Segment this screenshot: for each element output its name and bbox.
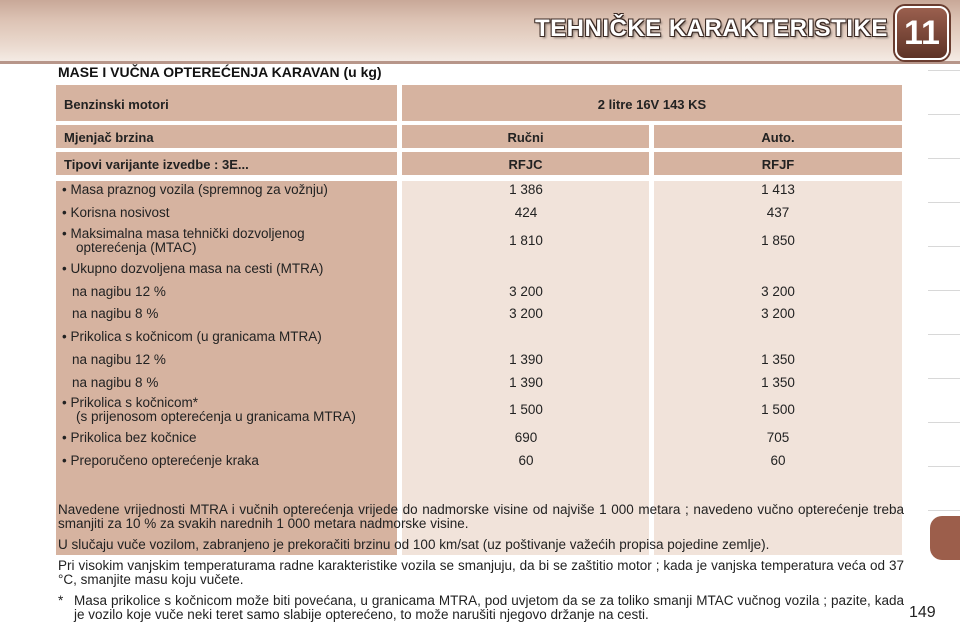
variant-col-cell (654, 152, 902, 175)
table-row-label: • Korisna nosivost (62, 205, 170, 220)
chapter-tab[interactable] (928, 422, 960, 467)
section-title: MASE I VUČNA OPTEREĆENJA KARAVAN (u kg) (58, 64, 382, 80)
gearbox-label-cell (56, 125, 397, 148)
table-row-label: • Prikolica s kočnicom* (62, 395, 199, 410)
gearbox-auto: Auto. (761, 130, 795, 145)
chapter-tab[interactable] (928, 290, 960, 335)
gearbox-label: Mjenjač brzina (64, 130, 154, 145)
notes-block (58, 503, 904, 629)
table-cell: 1 810 (509, 233, 543, 248)
chapter-tab[interactable] (928, 202, 960, 247)
chapter-tab[interactable] (928, 70, 960, 115)
chapter-tab[interactable] (928, 466, 960, 511)
variant-label-cell (56, 152, 397, 175)
engine-value-cell (402, 85, 902, 121)
engine-label-cell (56, 85, 397, 121)
table-cell: 705 (766, 430, 790, 445)
chapter-tab[interactable] (928, 246, 960, 291)
table-cell: 60 (770, 453, 786, 468)
table-cell: 1 350 (761, 375, 795, 390)
table-cell: 1 390 (509, 375, 543, 390)
engine-label: Benzinski motori (64, 97, 169, 112)
table-cell: 1 850 (761, 233, 795, 248)
note-footnote (58, 594, 904, 622)
engine-value: 2 litre 16V 143 KS (597, 97, 707, 112)
variant-rfjf: RFJF (761, 157, 795, 172)
note-temperature: Pri visokim vanjskim temperaturama radne karakteristike vozila se smanjuju, da bi se zaštitio motor ; kada je vanjska temperatura veća od 37 °C, smanjite masu koju vučete. (58, 558, 904, 587)
table-cell: 1 413 (761, 182, 795, 197)
gearbox-col-cell (654, 125, 902, 148)
table-row-label: • Ukupno dozvoljena masa na cesti (MTRA) (62, 261, 324, 276)
table-cell: 3 200 (509, 284, 543, 299)
table-cell: 437 (766, 205, 790, 220)
table-row-label: na nagibu 12 % (72, 352, 166, 367)
table-cell: 3 200 (509, 306, 543, 321)
chapter-tab[interactable] (928, 158, 960, 203)
table-cell: 424 (514, 205, 538, 220)
table-cell: 1 386 (509, 182, 543, 197)
variant-rfjc: RFJC (508, 157, 543, 172)
table-row-label: • Prikolica s kočnicom (u granicama MTRA) (62, 329, 322, 344)
table-row-label: na nagibu 8 % (72, 375, 159, 390)
table-cell: 1 390 (509, 352, 543, 367)
table-row-label: • Maksimalna masa tehnički dozvoljenog (62, 226, 305, 241)
table-row-label-cont: (s prijenosom opterećenja u granicama MTRA) (76, 409, 356, 424)
chapter-title: TEHNIČKE KARAKTERISTIKE (535, 15, 888, 42)
footnote-asterisk: * (58, 593, 64, 608)
table-cell: 60 (518, 453, 534, 468)
note-speed: U slučaju vuče vozilom, zabranjeno je prekoračiti brzinu od 100 km/sat (uz poštivanje važećih propisa pojedine zemlje). (58, 537, 770, 552)
table-cell: 1 500 (509, 402, 543, 417)
note-altitude: Navedene vrijednosti MTRA i vučnih opterećenja vrijede do nadmorske visine od najviše 1 000 metara ; navedeno vučno opterećenje treba smanjiti za 10 % za svakih narednih 1 000 metara nadmorske visine. (58, 502, 904, 531)
page-number: 149 (909, 604, 936, 621)
gearbox-manual: Ručni (507, 130, 544, 145)
chapter-tab[interactable] (928, 378, 960, 423)
table-cell: 3 200 (761, 306, 795, 321)
table-cell: 690 (514, 430, 538, 445)
table-row-label: • Prikolica bez kočnice (62, 430, 197, 445)
footnote-text: Masa prikolice s kočnicom može biti povećana, u granicama MTRA, pod uvjetom da se za toliko smanji MTAC vučnog vozila ; pazite, kada je vozilo koje vuče neki teret samo slabije opterećeno, to može narušiti njegovo držanje na cesti. (74, 593, 904, 622)
chapter-tab[interactable] (928, 334, 960, 379)
table-cell: 1 500 (761, 402, 795, 417)
chapter-number-badge: 11 (895, 6, 949, 60)
table-cell: 1 350 (761, 352, 795, 367)
variant-label: Tipovi varijante izvedbe : 3E... (64, 157, 249, 172)
gearbox-col-cell (402, 125, 649, 148)
table-row-label: • Masa praznog vozila (spremnog za vožnju) (62, 182, 328, 197)
table-row-label: • Preporučeno opterećenje kraka (62, 453, 259, 468)
table-row-label: na nagibu 12 % (72, 284, 166, 299)
table-row-label-cont: opterećenja (MTAC) (76, 240, 197, 255)
chapter-tab-active[interactable] (930, 516, 960, 560)
table-cell: 3 200 (761, 284, 795, 299)
table-row-label: na nagibu 8 % (72, 306, 159, 321)
chapter-tab[interactable] (928, 114, 960, 159)
variant-col-cell (402, 152, 649, 175)
